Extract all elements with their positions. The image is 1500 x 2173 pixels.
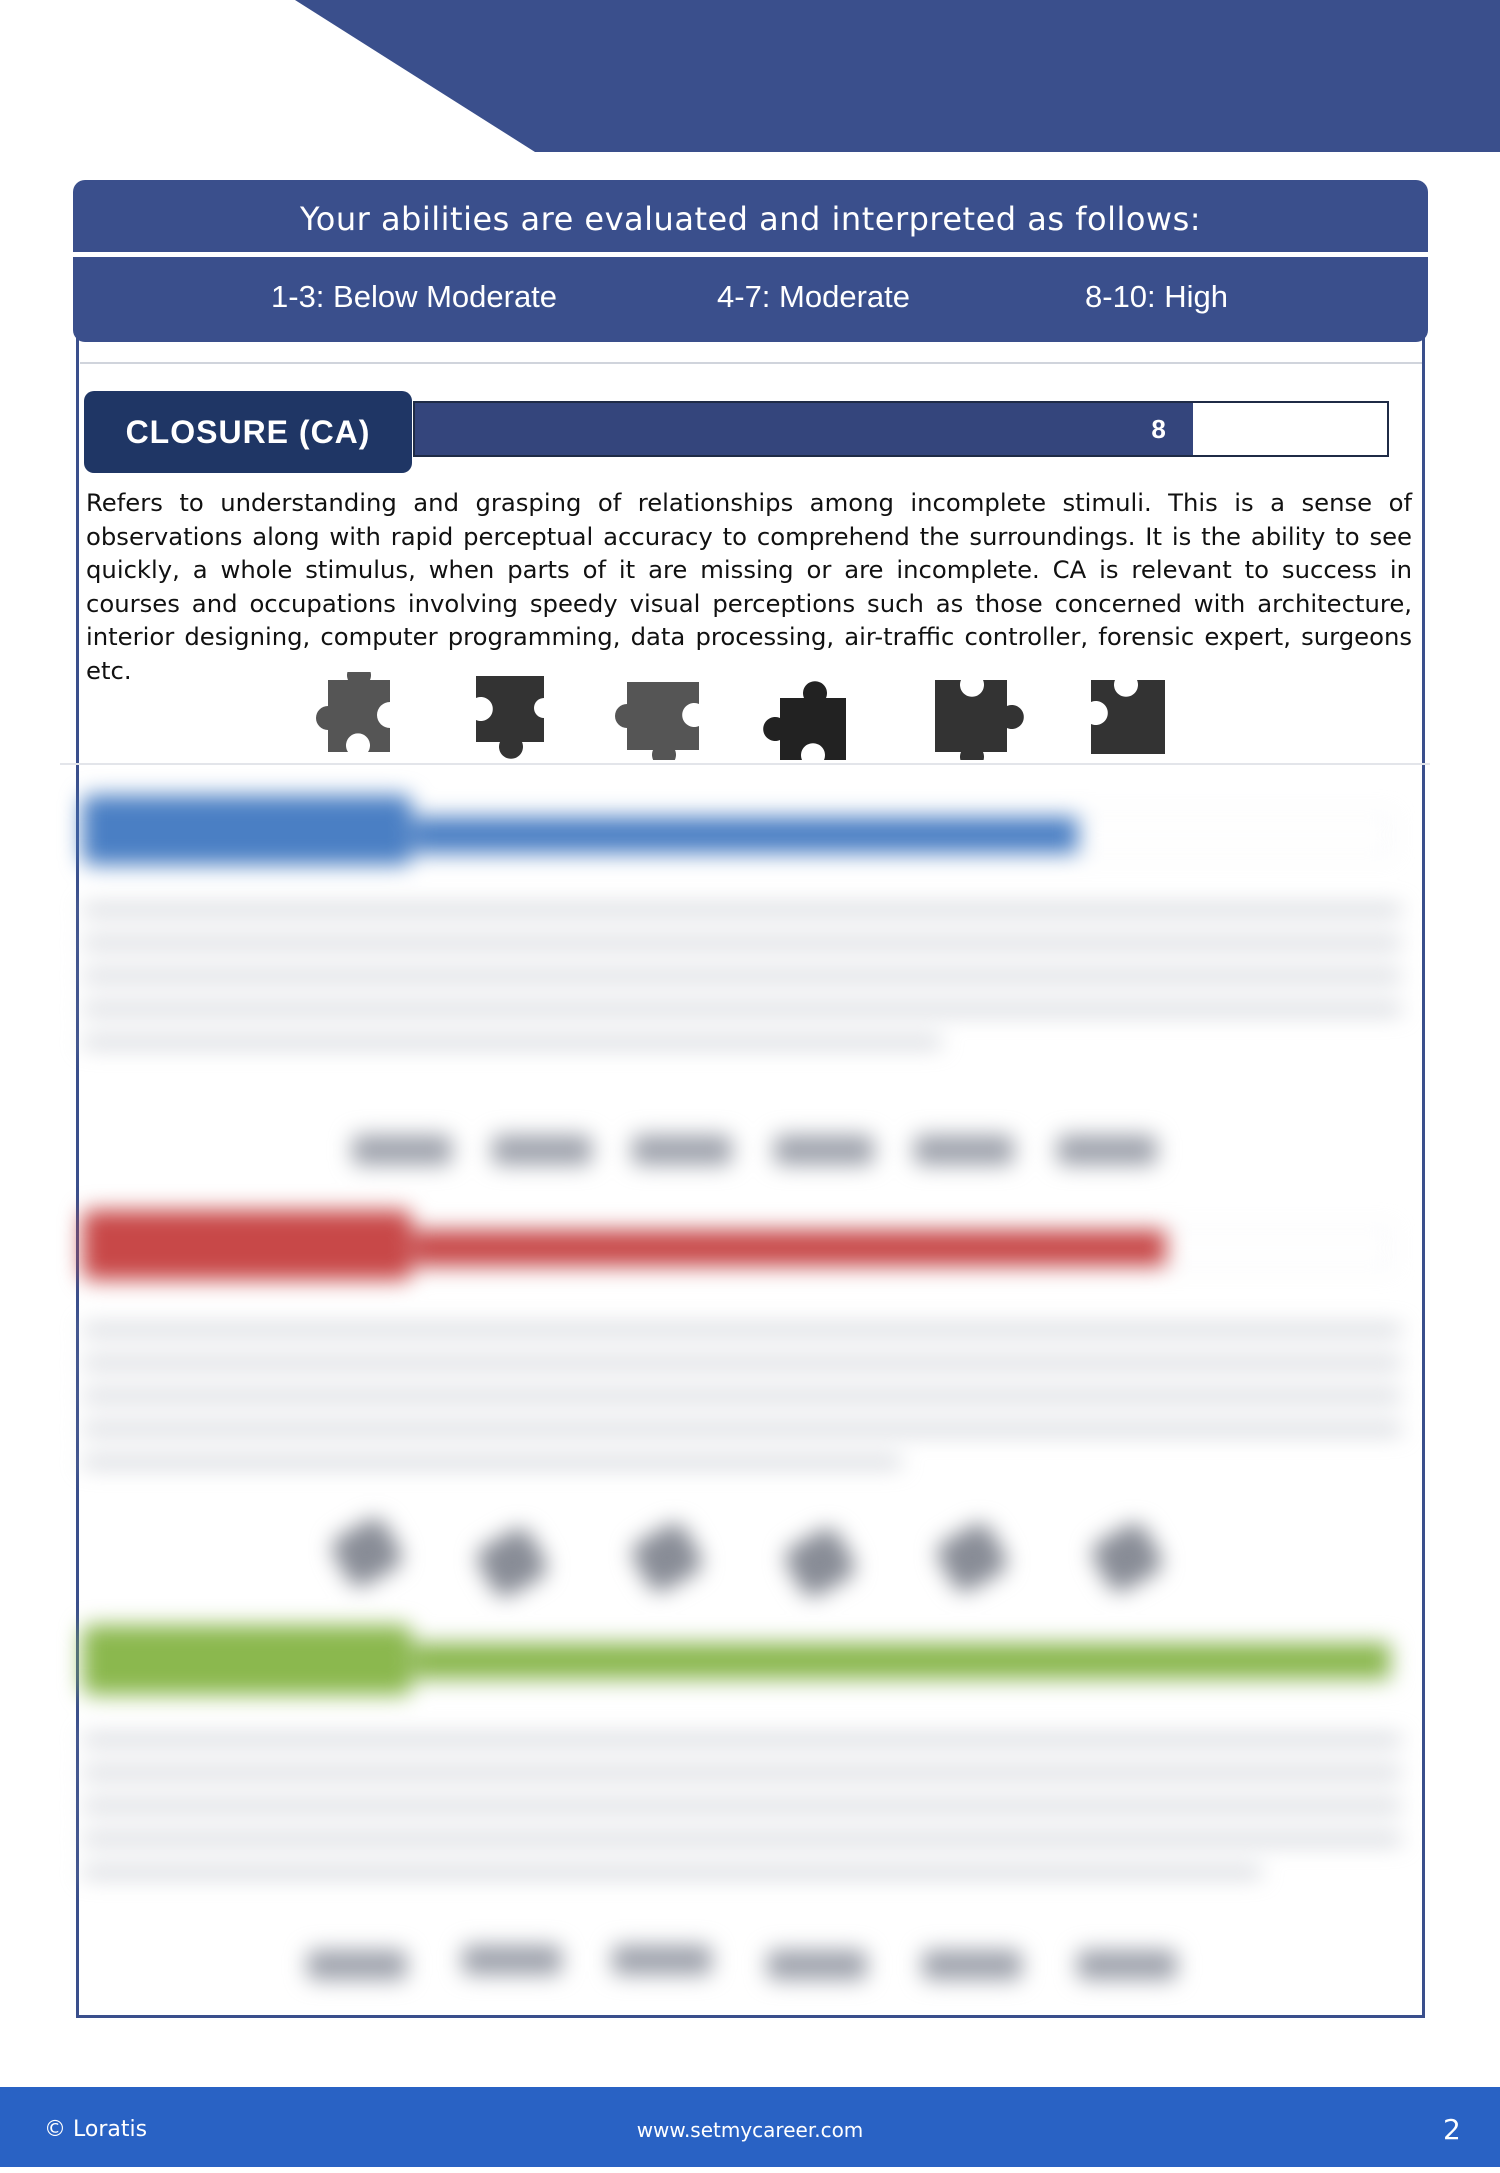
abilities-header-title: Your abilities are evaluated and interpreted as follows: bbox=[73, 180, 1428, 252]
top-banner-decoration bbox=[0, 0, 1500, 152]
puzzle-piece-icon bbox=[1083, 674, 1173, 758]
closure-label: CLOSURE (CA) bbox=[84, 391, 412, 473]
scale-high: 8-10: High bbox=[1085, 279, 1229, 314]
page-footer bbox=[0, 2087, 1500, 2167]
puzzle-piece-icon bbox=[925, 672, 1035, 760]
puzzle-piece-icon bbox=[760, 668, 860, 762]
footer-copyright: © Loratis bbox=[44, 2117, 148, 2142]
puzzle-piece-icon bbox=[306, 672, 416, 760]
page-number: 2 bbox=[1443, 2113, 1461, 2146]
closure-score-value: 8 bbox=[1151, 414, 1166, 444]
closure-description: Refers to understanding and grasping of relationships among incomplete stimuli. This is a sense of observations along with rapid perceptual accuracy to comprehend the surroundings. It is the ability to see quickly, a whole stimulus, when parts of it are missing or are incomplete. CA is relevant to success in courses and occupations involving speedy visual perceptions such as those concerned with architecture, interior designing, computer programming, data processing, air-traffic controller, forensic expert, surgeons etc. bbox=[86, 488, 1412, 685]
locked-label bbox=[82, 1210, 412, 1280]
divider bbox=[80, 362, 1422, 364]
puzzle-piece-icon bbox=[605, 672, 715, 760]
locked-label bbox=[82, 795, 412, 865]
footer-website-link[interactable]: www.setmycareer.com bbox=[636, 2118, 864, 2142]
locked-score-bar bbox=[412, 1228, 1392, 1268]
locked-score-bar bbox=[412, 1641, 1392, 1681]
locked-score-fill bbox=[414, 817, 1078, 853]
scale-moderate: 4-7: Moderate bbox=[717, 279, 910, 314]
locked-content-preview bbox=[62, 765, 1430, 2030]
scale-below-moderate: 1-3: Below Moderate bbox=[271, 279, 558, 314]
locked-label bbox=[82, 1625, 412, 1695]
locked-score-bar bbox=[412, 815, 1392, 855]
locked-score-fill bbox=[414, 1643, 1390, 1679]
puzzle-piece-icon bbox=[460, 670, 560, 762]
closure-icons-row bbox=[300, 668, 1180, 764]
closure-score-fill bbox=[415, 403, 1193, 455]
closure-score-bar bbox=[413, 401, 1389, 457]
locked-score-fill bbox=[414, 1230, 1166, 1266]
